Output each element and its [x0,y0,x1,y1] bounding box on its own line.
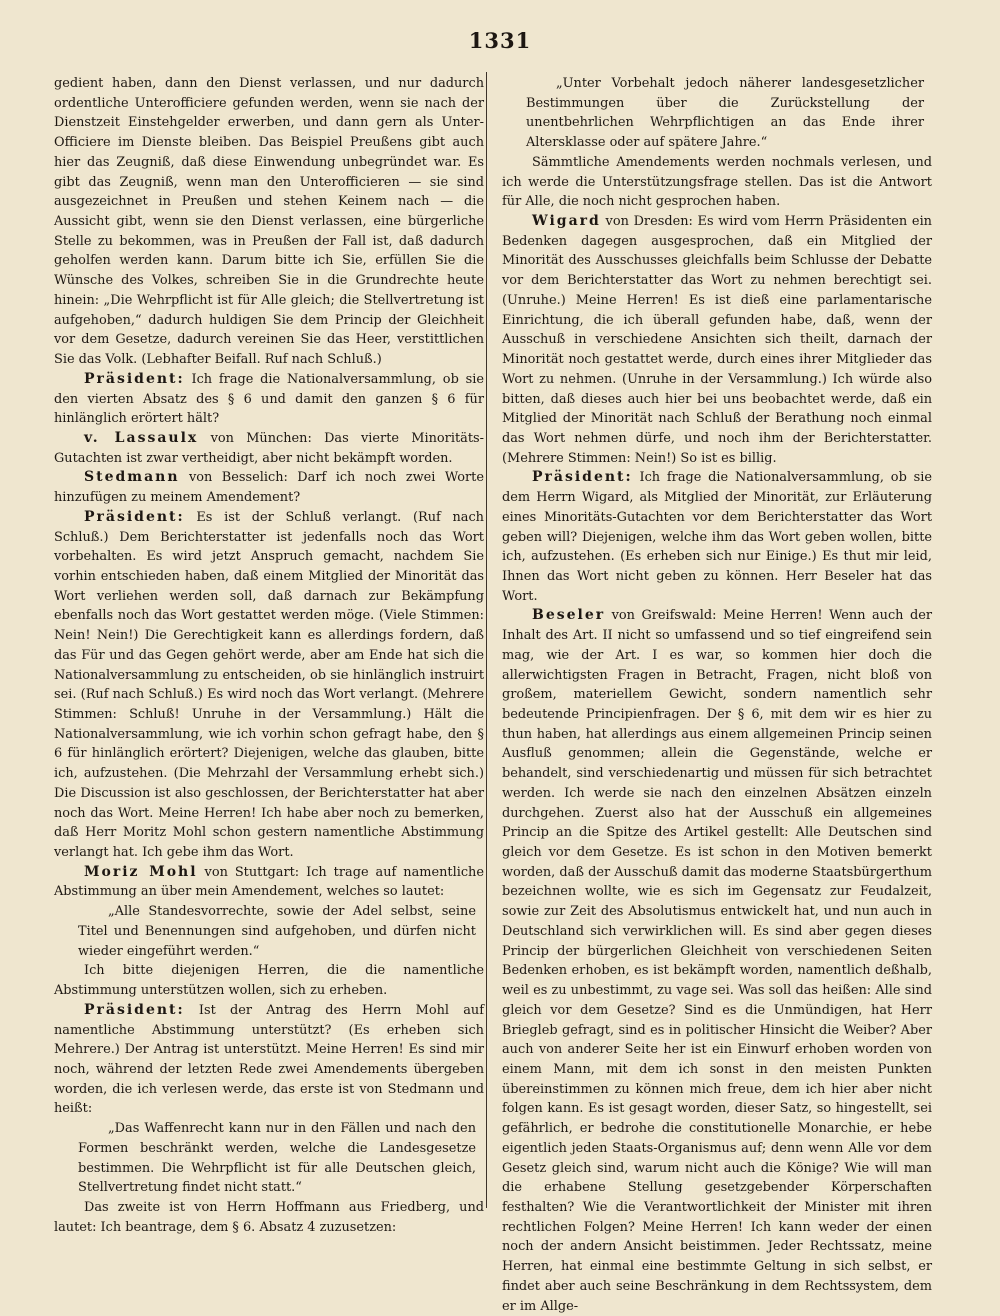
column-divider [486,72,487,1208]
paragraph [54,370,484,429]
paragraph [54,863,484,902]
paragraph-text: Sämmtliche Amendements werden nochmals verlesen, und ich werde die Unterstützungsfrage stellen. Das ist die Antwort für Alle, die noch nicht gesprochen haben. [502,154,932,210]
speaker-name: Wigard [532,213,601,230]
paragraph-text: Ich bitte diejenigen Herren, die die namentliche Abstimmung unterstützen wollen, sich zu erheben. [54,963,484,999]
speaker-name: Beseler [532,607,606,624]
speaker-name: v. Lassaulx [84,429,199,446]
paragraph [502,606,932,1316]
paragraph [502,153,932,212]
paragraph [54,429,484,468]
speaker-name: Stedmann [84,469,180,486]
paragraph-text: „Unter Vorbehalt jedoch näherer landesgesetzlicher Bestimmungen über die Zurückstellung der unentbehrlichen Wehrpflichtigen an das Ende ihrer Altersklasse oder auf spätere Jahre.“ [526,76,924,151]
left-column [54,74,484,1237]
paragraph [502,468,932,606]
paragraph [54,1198,484,1237]
paragraph-text: von Dresden: Es wird vom Herrn Präsidenten ein Bedenken dagegen ausgesprochen, daß ein Mitglied der Minorität des Ausschusses gleichfalls beim Schlusse der Debatte vor dem Berichterstatter das Wort zu nehmen berechtigt sei. (Unruhe.) Meine Herren! Es ist dieß eine parlamentarische Einrichtung, die ich überall gefunden habe, daß, wenn der Ausschuß in verschiedene Ansichten sich theilt, darnach der Minorität noch gestattet werde, durch eines ihrer Mitglieder das Wort zu nehmen. (Unruhe in der Versammlung.) Ich würde also bitten, daß dieses auch hier bei uns beobachtet werde, daß ein Mitglied der Minorität nach Schluß der Berathung noch einmal das Wort nehmen dürfe, und noch ihm der Berichterstatter. (Mehrere Stimmen: Nein!) So ist es billig. [502,214,932,466]
quoted-amendment [502,74,932,153]
paragraph-text: Ich frage die Nationalversammlung, ob sie dem Herrn Wigard, als Mitglied der Minorität, zur Erläuterung eines Minoritäts-Gutachten vor dem Berichterstatter das Wort geben will? Diejenigen, welche ihm das Wort geben wollen, bitte ich, aufzustehen. (Es erheben sich nur Einige.) Es thut mir leid, Ihnen das Wort nicht geben zu können. Herr Beseler hat das Wort. [502,470,932,604]
paragraph [54,508,484,863]
paragraph-text: Das zweite ist von Herrn Hoffmann aus Friedberg, und lautet: Ich beantrage, dem § 6. Absatz 4 zuzusetzen: [54,1199,484,1235]
quoted-amendment [54,902,484,961]
paragraph-text: von Stuttgart: Ich trage auf namentliche Abstimmung an über mein Amendement, welches so lautet: [54,864,484,900]
paragraph [54,1001,484,1119]
speaker-name: Präsident: [84,370,185,387]
right-column [502,74,932,1316]
paragraph [502,212,932,468]
paragraph-text: von Besselich: Darf ich noch zwei Worte hinzufügen zu meinem Amendement? [54,470,484,506]
paragraph-text: gedient haben, dann den Dienst verlassen, und nur dadurch ordentliche Unterofficiere gefunden werden, wenn sie nach der Dienstzeit Einstehgelder erwerben, und dann gern als Unter-Officiere im Dienste bleiben. Das Beispiel Preußens gibt auch hier das Zeugniß, daß diese Einwendung unbegründet war. Es gibt das Zeugniß, wenn man den Unterofficieren — sie sind ausgezeichnet in Preußen und stehen Keinem nach — die Aussicht gibt, wenn sie den Dienst verlassen, eine bürgerliche Stelle zu bekommen, was in Preußen der Fall ist, daß dadurch geholfen werden kann. Darum bitte ich Sie, erfüllen Sie die Wünsche des Volkes, schreiben Sie in die Grundrechte heute hinein: „Die Wehrpflicht ist für Alle gleich; die Stellvertretung ist aufgehoben,“ dadurch huldigen Sie dem Princip der Gleichheit vor dem Gesetze, dadurch vereinen Sie das Heer, verstittlichen Sie das Volk. (Lebhafter Beifall. Ruf nach Schluß.) [54,76,484,368]
paragraph-text: „Alle Standesvorrechte, sowie der Adel selbst, seine Titel und Benennungen sind aufgehoben, und dürfen nicht wieder eingeführt werden.“ [78,904,476,959]
paragraph-text: von Greifswald: Meine Herren! Wenn auch der Inhalt des Art. II nicht so umfassend und so tief eingreifend sein mag, wie der Art. I es war, so kommen hier doch die allerwichtigsten Fragen in Betracht, Fragen, nicht bloß von großem, materiellem Gewicht, sondern namentlich sehr bedeutende Principienfragen. Der § 6, mit dem wir es hier zu thun haben, hat allerdings aus einem allgemeinen Princip seinen Ausfluß genommen; allein die Gegenstände, welche er behandelt, sind verschiedenartig und müssen für sich betrachtet werden. Ich werde sie nach den einzelnen Absätzen einzeln durchgehen. Zuerst also hat der Ausschuß ein allgemeines Princip an die Spitze des Artikel gestellt: Alle Deutschen sind gleich vor dem Gesetze. Es ist schon in den Motiven bemerkt worden, daß der Ausschuß damit das moderne Staatsbürgerthum bezeichnen wollte, wie es sich im Gegensatz zur Feudalzeit, sowie zur Zeit des Absolutismus entwickelt hat, und nun auch in Deutschland sich verwirklichen will. Es sind aber gegen dieses Princip der bürgerlichen Gleichheit von verschiedenen Seiten Bedenken erhoben, es ist bekämpft worden, namentlich deßhalb, weil es zu unbestimmt, zu vage sei. Was soll das heißen: Alle sind gleich vor dem Gesetze? Sind es die Unmündigen, hat Herr Briegleb gefragt, sind es in politischer Hinsicht die Weiber? Aber auch von anderer Seite her ist ein Einwurf erhoben worden von einem Mann, mit dem ich sonst in den meisten Punkten übereinstimmen zu können mich freue, dem ich hier aber nicht folgen kann. Es ist gesagt worden, dieser Satz, so hingestellt, sei gefährlich, er bedrohe die constitutionelle Monarchie, er hebe eigentlich jeden Staats-Organismus auf; denn wenn Alle vor dem Gesetz gleich sind, warum nicht auch die Könige? Wie will man die erhabene Stellung gesetzgebender Körperschaften festhalten? Wie die Verantwortlichkeit der Minister mit ihren rechtlichen Folgen? Meine Herren! Ich kann weder der einen noch der andern Ansicht beistimmen. Jeder Rechtssatz, meine Herren, hat einmal eine bestimmte Geltung in sich selbst, er findet aber auch seine Beschränkung in dem Rechtssystem, dem er im Allge- [502,608,932,1314]
paragraph [54,468,484,507]
speaker-name: Präsident: [84,1001,185,1018]
paragraph [54,74,484,370]
paragraph-text: Ich frage die Nationalversammlung, ob sie den vierten Absatz des § 6 und damit den ganzen § 6 für hinlänglich erörtert hält? [54,371,484,427]
speaker-name: Präsident: [84,508,185,525]
quoted-amendment [54,1119,484,1198]
speaker-name: Präsident: [532,469,633,486]
paragraph-text: Es ist der Schluß verlangt. (Ruf nach Schluß.) Dem Berichterstatter ist jedenfalls noch das Wort vorbehalten. Es wird jetzt Anspruch gemacht, nachdem Sie vorhin entschieden haben, daß einem Mitglied der Minorität das Wort verliehen werden soll, daß darnach zur Bekämpfung ebenfalls noch das Wort gestattet werden möge. (Viele Stimmen: Nein! Nein!) Die Gerechtigkeit kann es allerdings fordern, daß das Für und das Gegen gehört werde, aber am Ende hat sich die Nationalversammlung zu entscheiden, ob sie hinlänglich instruirt sei. (Ruf nach Schluß.) Es wird noch das Wort verlangt. (Mehrere Stimmen: Schluß! Unruhe in der Versammlung.) Hält die Nationalversammlung, wie ich vorhin schon gefragt habe, den § 6 für hinlänglich erörtert? Diejenigen, welche das glauben, bitte ich, aufzustehen. (Die Mehrzahl der Versammlung erhebt sich.) Die Discussion ist also geschlossen, der Berichterstatter hat aber noch das Wort. Meine Herren! Ich habe aber noch zu bemerken, daß Herr Moritz Mohl schon gestern namentliche Abstimmung verlangt hat. Ich gebe ihm das Wort. [54,509,484,861]
paragraph [54,961,484,1000]
paragraph-text: von München: Das vierte Minoritäts-Gutachten ist zwar vertheidigt, aber nicht bekämpft worden. [54,430,484,466]
speaker-name: Moriz Mohl [84,863,198,880]
paragraph-text: „Das Waffenrecht kann nur in den Fällen und nach den Formen beschränkt werden, welche die Landesgesetze bestimmen. Die Wehrpflicht ist für alle Deutschen gleich, Stellvertretung findet nicht statt.“ [78,1121,476,1196]
page-number: 1331 [468,28,532,53]
paragraph-text: Ist der Antrag des Herrn Mohl auf namentliche Abstimmung unterstützt? (Es erheben sich Mehrere.) Der Antrag ist unterstützt. Meine Herren! Es sind mir noch, während der letzten Rede zwei Amendements übergeben worden, die ich verlesen werde, das erste ist von Stedmann und heißt: [54,1002,484,1117]
